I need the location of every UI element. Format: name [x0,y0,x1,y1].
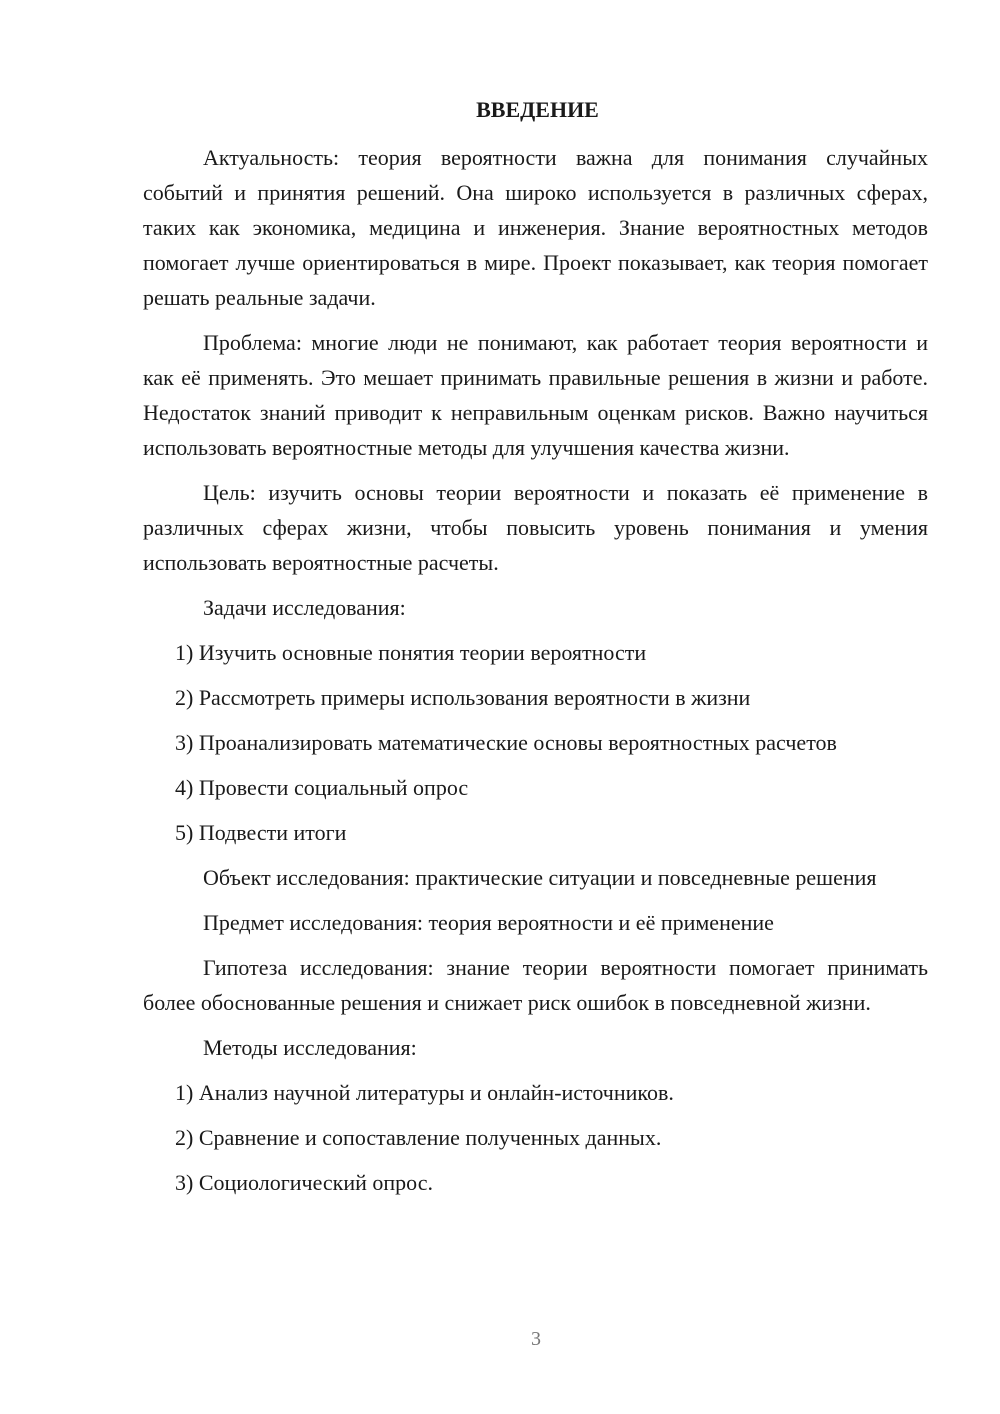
subject-paragraph: Предмет исследования: теория вероятности и её применение [203,910,774,935]
method-item: 2) Сравнение и сопоставление полученных данных. [175,1125,662,1150]
task-item: 1) Изучить основные понятия теории вероятности [175,640,647,665]
relevance-paragraph: Актуальность: теория вероятности важна для понимания случайных событий и принятия решений. Она широко используется в различных сферах, таких как экономика, медицина и инженерия. Знание вероятностных методов помогает лучше ориентироваться в мире. Проект показывает, как теория помогает решать реальные задачи. [143,145,928,310]
tasks-title: Задачи исследования: [203,595,406,620]
page-number: 3 [531,1328,541,1350]
task-item: 2) Рассмотреть примеры использования вероятности в жизни [175,685,751,710]
tasks-list [143,635,928,850]
hypothesis-paragraph: Гипотеза исследования: знание теории вероятности помогает принимать более обоснованные решения и снижает риск ошибок в повседневной жизни. [143,955,928,1015]
object-paragraph: Объект исследования: практические ситуации и повседневные решения [203,865,877,890]
section-heading: ВВЕДЕНИЕ [476,97,599,122]
methods-list [143,1075,928,1200]
document-page [143,92,928,1210]
method-item: 3) Социологический опрос. [175,1170,433,1195]
task-item: 4) Провести социальный опрос [175,775,469,800]
method-item: 1) Анализ научной литературы и онлайн-источников. [175,1080,674,1105]
methods-title: Методы исследования: [203,1035,417,1060]
goal-paragraph: Цель: изучить основы теории вероятности и показать её применение в различных сферах жизни, чтобы повысить уровень понимания и умения использовать вероятностные расчеты. [143,480,928,575]
task-item: 5) Подвести итоги [175,820,347,845]
problem-paragraph: Проблема: многие люди не понимают, как работает теория вероятности и как её применять. Это мешает принимать правильные решения в жизни и работе. Недостаток знаний приводит к неправильным оценкам рисков. Важно научиться использовать вероятностные методы для улучшения качества жизни. [143,330,928,460]
task-item: 3) Проанализировать математические основы вероятностных расчетов [175,730,837,755]
